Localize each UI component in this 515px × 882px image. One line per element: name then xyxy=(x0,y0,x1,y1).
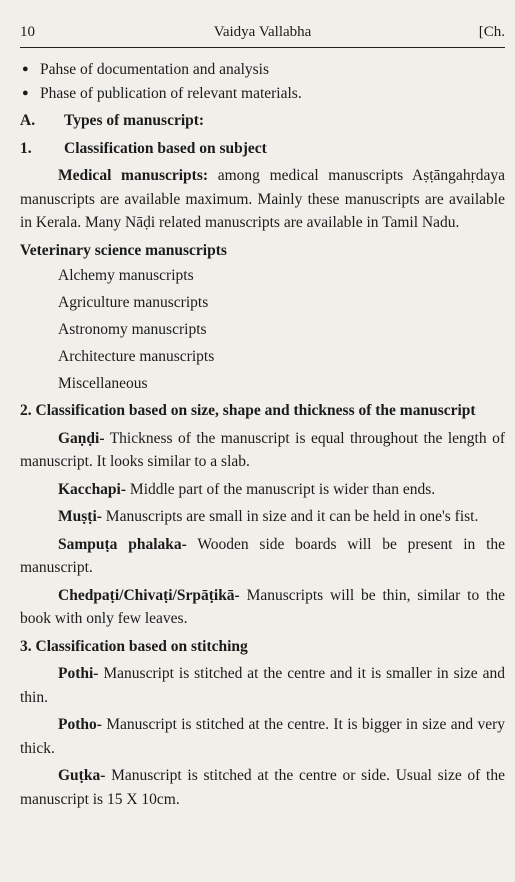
bullet-item: ● Pahse of documentation and analysis xyxy=(20,58,505,82)
bullet-item: ● Phase of publication of relevant materials. xyxy=(20,82,505,106)
page-body xyxy=(20,58,505,811)
subject-list xyxy=(20,262,505,397)
medical-manuscripts-paragraph: Medical manuscripts: among medical manuscripts Aṣṭāngahṛdaya manuscripts are available maximum. Mainly these manuscripts are available in Kerala. Many Nāḍi related manuscripts are available in Tamil Nadu. xyxy=(20,167,505,231)
definition-paragraph: Gaṇḍi- Thickness of the manuscript is equal throughout the length of manuscript. It looks similar to a slab. xyxy=(20,429,505,470)
section-heading-3: 3. Classification based on stitching xyxy=(20,637,248,655)
definition-paragraph: Muṣṭi- Manuscripts are small in size and it can be held in one's fist. xyxy=(58,508,479,525)
definition-paragraph: Pothi- Manuscript is stitched at the centre and it is smaller in size and thin. xyxy=(20,665,505,706)
section-heading-1: 1. Classification based on subject xyxy=(20,139,267,157)
veterinary-heading: Veterinary science manuscripts xyxy=(20,241,227,259)
definition-paragraph: Chedpaṭi/Chivaṭi/Srpāṭikā- Manuscripts will be thin, similar to the book with only few leaves. xyxy=(20,586,505,627)
term-medical: Medical manuscripts: xyxy=(58,167,209,184)
running-title: Vaidya Vallabha xyxy=(213,24,312,40)
page-number: 10 xyxy=(20,24,35,40)
definition-paragraph: Potho- Manuscript is stitched at the centre. It is bigger in size and very thick. xyxy=(20,716,505,757)
bullet-icon: ● xyxy=(22,86,29,99)
page-header xyxy=(20,24,505,46)
bullet-icon: ● xyxy=(22,63,29,75)
header-rule xyxy=(20,47,505,48)
definition-paragraph: Kacchapi- Middle part of the manuscript is wider than ends. xyxy=(58,480,436,498)
list-item: Agriculture manuscripts xyxy=(58,294,209,311)
definition-paragraph: Guṭka- Manuscript is stitched at the centre or side. Usual size of the manuscript is 15 X 10cm. xyxy=(20,767,505,808)
section-heading-2: 2. Classification based on size, shape and thickness of the manuscript xyxy=(20,402,476,419)
section-heading-a: A. Types of manuscript: xyxy=(20,112,205,129)
list-item: Alchemy manuscripts xyxy=(58,267,194,284)
list-item: Astronomy manuscripts xyxy=(58,321,207,338)
list-item: Miscellaneous xyxy=(58,375,148,392)
list-item: Architecture manuscripts xyxy=(58,348,215,365)
chapter-marker: [Ch. xyxy=(478,24,505,40)
definition-paragraph: Sampuṭa phalaka- Wooden side boards will be present in the manuscript. xyxy=(20,535,506,576)
